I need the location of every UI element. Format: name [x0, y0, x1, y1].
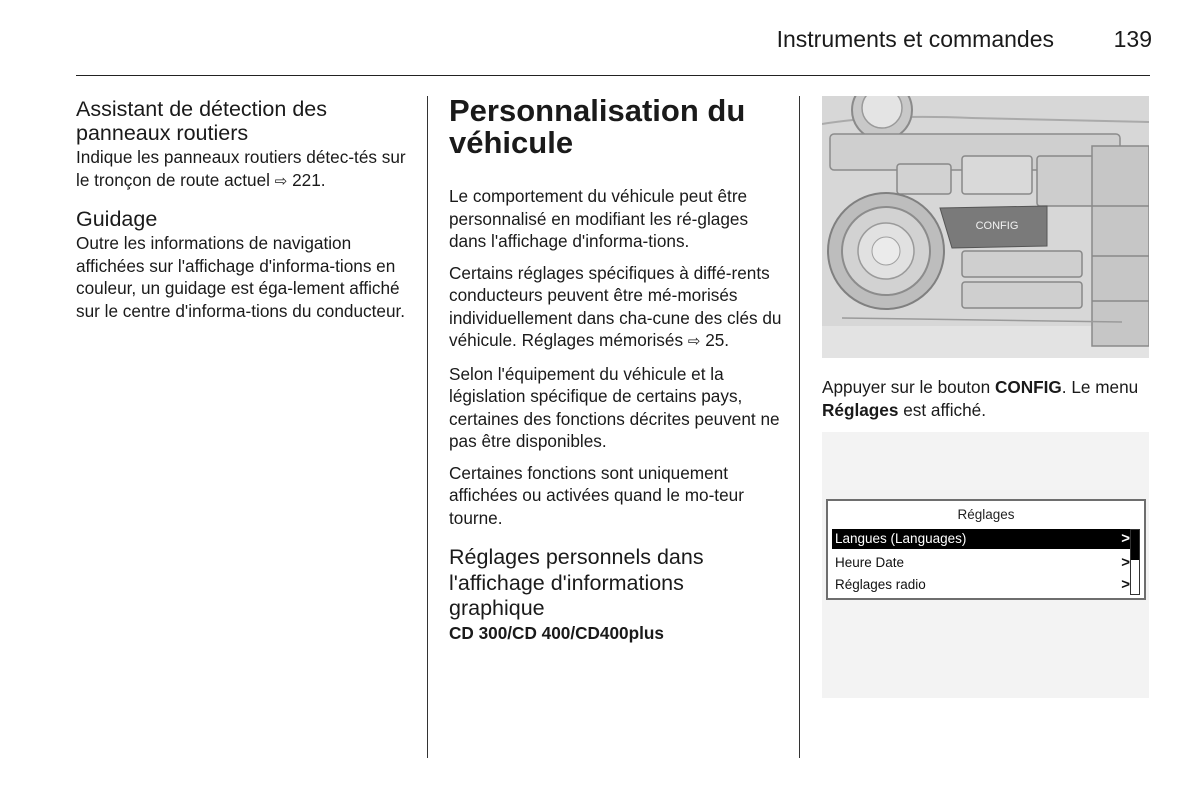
- column-divider-1: [427, 96, 428, 758]
- chevron-right-icon: >: [1121, 530, 1130, 547]
- menu-item-langues[interactable]: Langues (Languages) >: [832, 529, 1136, 549]
- column-divider-2: [799, 96, 800, 758]
- page-reference[interactable]: ⇨ 221.: [274, 169, 326, 190]
- menu-scrollbar-thumb[interactable]: [1131, 530, 1139, 560]
- menu-scrollbar[interactable]: [1130, 529, 1140, 595]
- section-title-sign-assistant: Assistant de détection des panneaux routiers: [76, 97, 327, 145]
- section-text-sign-assistant: Indique les panneaux routiers détec-tés sur le tronçon de route actuel ⇨ 221.: [76, 147, 406, 190]
- menu-item-heure-date[interactable]: Heure Date >: [835, 554, 1130, 571]
- paragraph-2: Certains réglages spécifiques à diffé-rents conducteurs peuvent être mé-morisés individuellement dans cha-cune des clés du véhicule. Réglages mémorisés ⇨ 25.: [449, 262, 782, 350]
- column-1: [76, 97, 411, 322]
- arrow-right-outline-icon: ⇨: [274, 172, 288, 190]
- running-header-title: Instruments et commandes: [776, 26, 1054, 52]
- paragraph-4: Certaines fonctions sont uniquement affichées ou activées quand le mo-teur tourne.: [449, 462, 744, 528]
- paragraph-1: Le comportement du véhicule peut être personnalisé en modifiant les ré-glages dans l'affichage d'informa-tions.: [449, 186, 749, 251]
- menu-item-reglages-radio[interactable]: Réglages radio >: [835, 576, 1130, 593]
- chevron-right-icon: >: [1121, 576, 1130, 593]
- chevron-right-icon: >: [1121, 554, 1130, 571]
- reglages-menu-display: [826, 499, 1146, 600]
- page-reference[interactable]: ⇨ 25.: [687, 330, 730, 350]
- column-2: [449, 95, 784, 644]
- arrow-right-outline-icon: ⇨: [687, 333, 701, 350]
- config-button-label: CONFIG: [975, 220, 1019, 232]
- section-text-guidage: Outre les informations de navigation affichées sur l'affichage d'informa-tions en couleur, un guidage est éga-lement affiché sur le centre d'informa-tions du conducteur.: [76, 233, 406, 321]
- models-label: CD 300/CD 400/CD400plus: [449, 622, 664, 643]
- section-title-guidage: Guidage: [76, 207, 158, 231]
- header-rule: [76, 75, 1150, 76]
- paragraph-3: Selon l'équipement du véhicule et la législation spécifique de certains pays, certaines des fonctions décrites peuvent ne pas être disponibles.: [449, 363, 780, 451]
- console-photo: [822, 96, 1149, 358]
- section-heading-personnalisation: Personnalisation du véhicule: [449, 93, 746, 160]
- page-number: 139: [1113, 26, 1152, 52]
- menu-title: Réglages: [957, 507, 1015, 522]
- column-3-caption: Appuyer sur le bouton CONFIG. Le menu Réglages est affiché.: [822, 377, 1139, 420]
- subsection-title: Réglages personnels dans l'affichage d'informations graphique: [449, 545, 704, 620]
